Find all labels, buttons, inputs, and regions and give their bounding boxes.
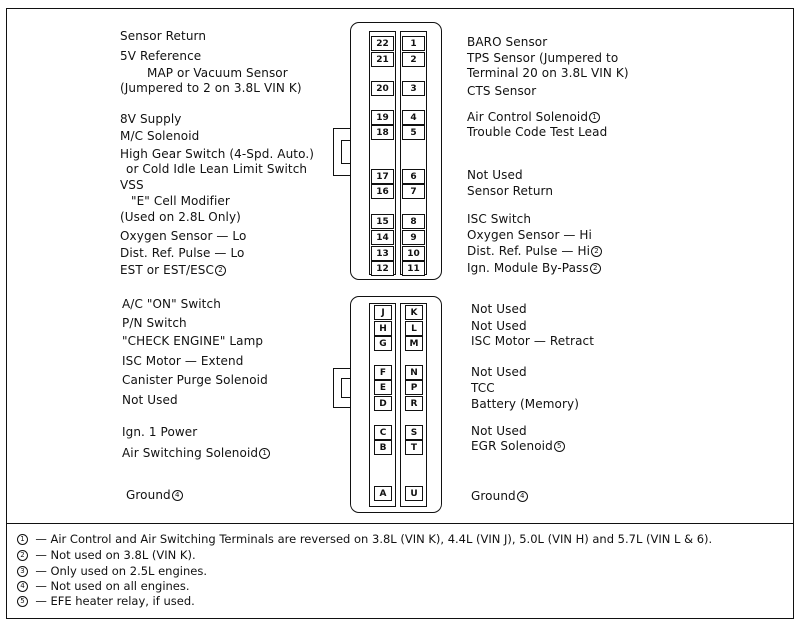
label-tps-jumper-note: Terminal 20 on 3.8L VIN K) [467,66,629,80]
footnote-mark: 1 [259,448,270,459]
pin-G: G [374,336,392,351]
label-dist-ref-pulse-hi: Dist. Ref. Pulse — Hi 2 [467,244,602,258]
label-air-switching-solenoid: Air Switching Solenoid 1 [122,446,270,460]
label-not-used-l: Not Used [471,319,527,333]
pin-9: 9 [402,230,425,245]
label-trouble-code-test-lead: Trouble Code Test Lead [467,125,608,139]
pin-4: 4 [402,110,425,125]
label-not-used-s: Not Used [471,424,527,438]
label-sensor-return-right: Sensor Return [467,184,554,198]
pin-1: 1 [402,36,425,51]
footnote-3: 3 — Only used on 2.5L engines. [16,565,207,578]
label-battery-memory: Battery (Memory) [471,397,579,411]
label-isc-motor-extend: ISC Motor — Extend [122,354,244,368]
label-not-used-d: Not Used [122,393,178,407]
pin-7: 7 [402,184,425,199]
label-ac-on-switch: A/C "ON" Switch [122,297,221,311]
pin-14: 14 [371,230,394,245]
label-not-used-6: Not Used [467,168,523,182]
bottom-connector [350,296,442,513]
label-not-used-k: Not Used [471,302,527,316]
footnote-mark: 5 [554,441,565,452]
label-est-esc: EST or EST/ESC 2 [120,263,226,277]
label-ign-module-bypass: Ign. Module By-Pass 2 [467,261,601,275]
footnote-5: 5 — EFE heater relay, if used. [16,595,195,608]
footnote-mark: 2 [215,265,226,276]
pin-20: 20 [371,81,394,96]
pin-22: 22 [371,36,394,51]
pin-H: H [374,321,392,336]
footnote-mark: 1 [589,112,600,123]
pin-5: 5 [402,125,425,140]
pin-C: C [374,425,392,440]
label-canister-purge-solenoid: Canister Purge Solenoid [122,373,268,387]
label-not-used-n: Not Used [471,365,527,379]
pin-2: 2 [402,52,425,67]
label-oxygen-sensor-hi: Oxygen Sensor — Hi [467,228,592,242]
pin-12: 12 [371,261,394,276]
pin-N: N [405,365,423,380]
pin-10: 10 [402,246,425,261]
footnote-4: 4 — Not used on all engines. [16,580,190,593]
footnote-mark: 3 [17,566,28,577]
pin-U: U [405,486,423,501]
label-tps-sensor: TPS Sensor (Jumpered to [467,51,619,65]
label-ign-1-power: Ign. 1 Power [122,425,198,439]
label-8v-supply: 8V Supply [120,112,182,126]
pin-19: 19 [371,110,394,125]
footnote-mark: 2 [591,246,602,257]
label-pn-switch: P/N Switch [122,316,187,330]
label-cold-idle-switch: or Cold Idle Lean Limit Switch [126,162,308,176]
label-ground-right: Ground 4 [471,489,528,503]
pin-M: M [405,336,423,351]
footnote-mark: 2 [17,550,28,561]
pin-A: A [374,486,392,501]
label-isc-motor-retract: ISC Motor — Retract [471,334,595,348]
label-e-cell-modifier: "E" Cell Modifier [131,194,230,208]
footnote-mark: 5 [17,596,28,607]
pin-P: P [405,380,423,395]
pin-J: J [374,305,392,320]
footnote-2: 2 — Not used on 3.8L (VIN K). [16,549,196,562]
label-high-gear-switch: High Gear Switch (4-Spd. Auto.) [120,147,315,161]
label-mc-solenoid: M/C Solenoid [120,129,200,143]
top-connector [350,22,442,280]
pin-3: 3 [402,81,425,96]
label-used-on-28l: (Used on 2.8L Only) [120,210,241,224]
footnote-mark: 4 [172,490,183,501]
label-isc-switch: ISC Switch [467,212,532,226]
pin-T: T [405,440,423,455]
pin-17: 17 [371,169,394,184]
pin-R: R [405,396,423,411]
pin-S: S [405,425,423,440]
pin-D: D [374,396,392,411]
label-map-jumper-note: (Jumpered to 2 on 3.8L VIN K) [120,81,302,95]
pin-B: B [374,440,392,455]
footnote-divider [6,523,794,524]
pin-8: 8 [402,214,425,229]
footnote-mark: 2 [590,263,601,274]
pin-16: 16 [371,184,394,199]
label-ground-left: Ground 4 [126,488,183,502]
label-egr-solenoid: EGR Solenoid 5 [471,439,565,453]
label-oxygen-sensor-lo: Oxygen Sensor — Lo [120,229,247,243]
label-air-control-solenoid: Air Control Solenoid 1 [467,110,600,124]
label-dist-ref-pulse-lo: Dist. Ref. Pulse — Lo [120,246,245,260]
pin-13: 13 [371,246,394,261]
pin-11: 11 [402,261,425,276]
label-baro-sensor: BARO Sensor [467,35,548,49]
label-vss: VSS [120,178,144,192]
label-5v-reference: 5V Reference [120,49,202,63]
label-cts-sensor: CTS Sensor [467,84,537,98]
pin-15: 15 [371,214,394,229]
label-sensor-return-left: Sensor Return [120,29,207,43]
footnote-mark: 4 [517,491,528,502]
pin-E: E [374,380,392,395]
footnote-1: 1 — Air Control and Air Switching Terminals are reversed on 3.8L (VIN K), 4.4L (VIN J), 5.0L (VIN H) and 5.7L (VIN L & 6). [16,533,712,546]
label-map-sensor: MAP or Vacuum Sensor [147,66,288,80]
pin-K: K [405,305,423,320]
pin-18: 18 [371,125,394,140]
footnote-mark: 1 [17,534,28,545]
pin-6: 6 [402,169,425,184]
footnote-mark: 4 [17,581,28,592]
label-check-engine-lamp: "CHECK ENGINE" Lamp [122,334,264,348]
label-tcc: TCC [471,381,495,395]
pin-L: L [405,321,423,336]
pin-F: F [374,365,392,380]
pin-21: 21 [371,52,394,67]
